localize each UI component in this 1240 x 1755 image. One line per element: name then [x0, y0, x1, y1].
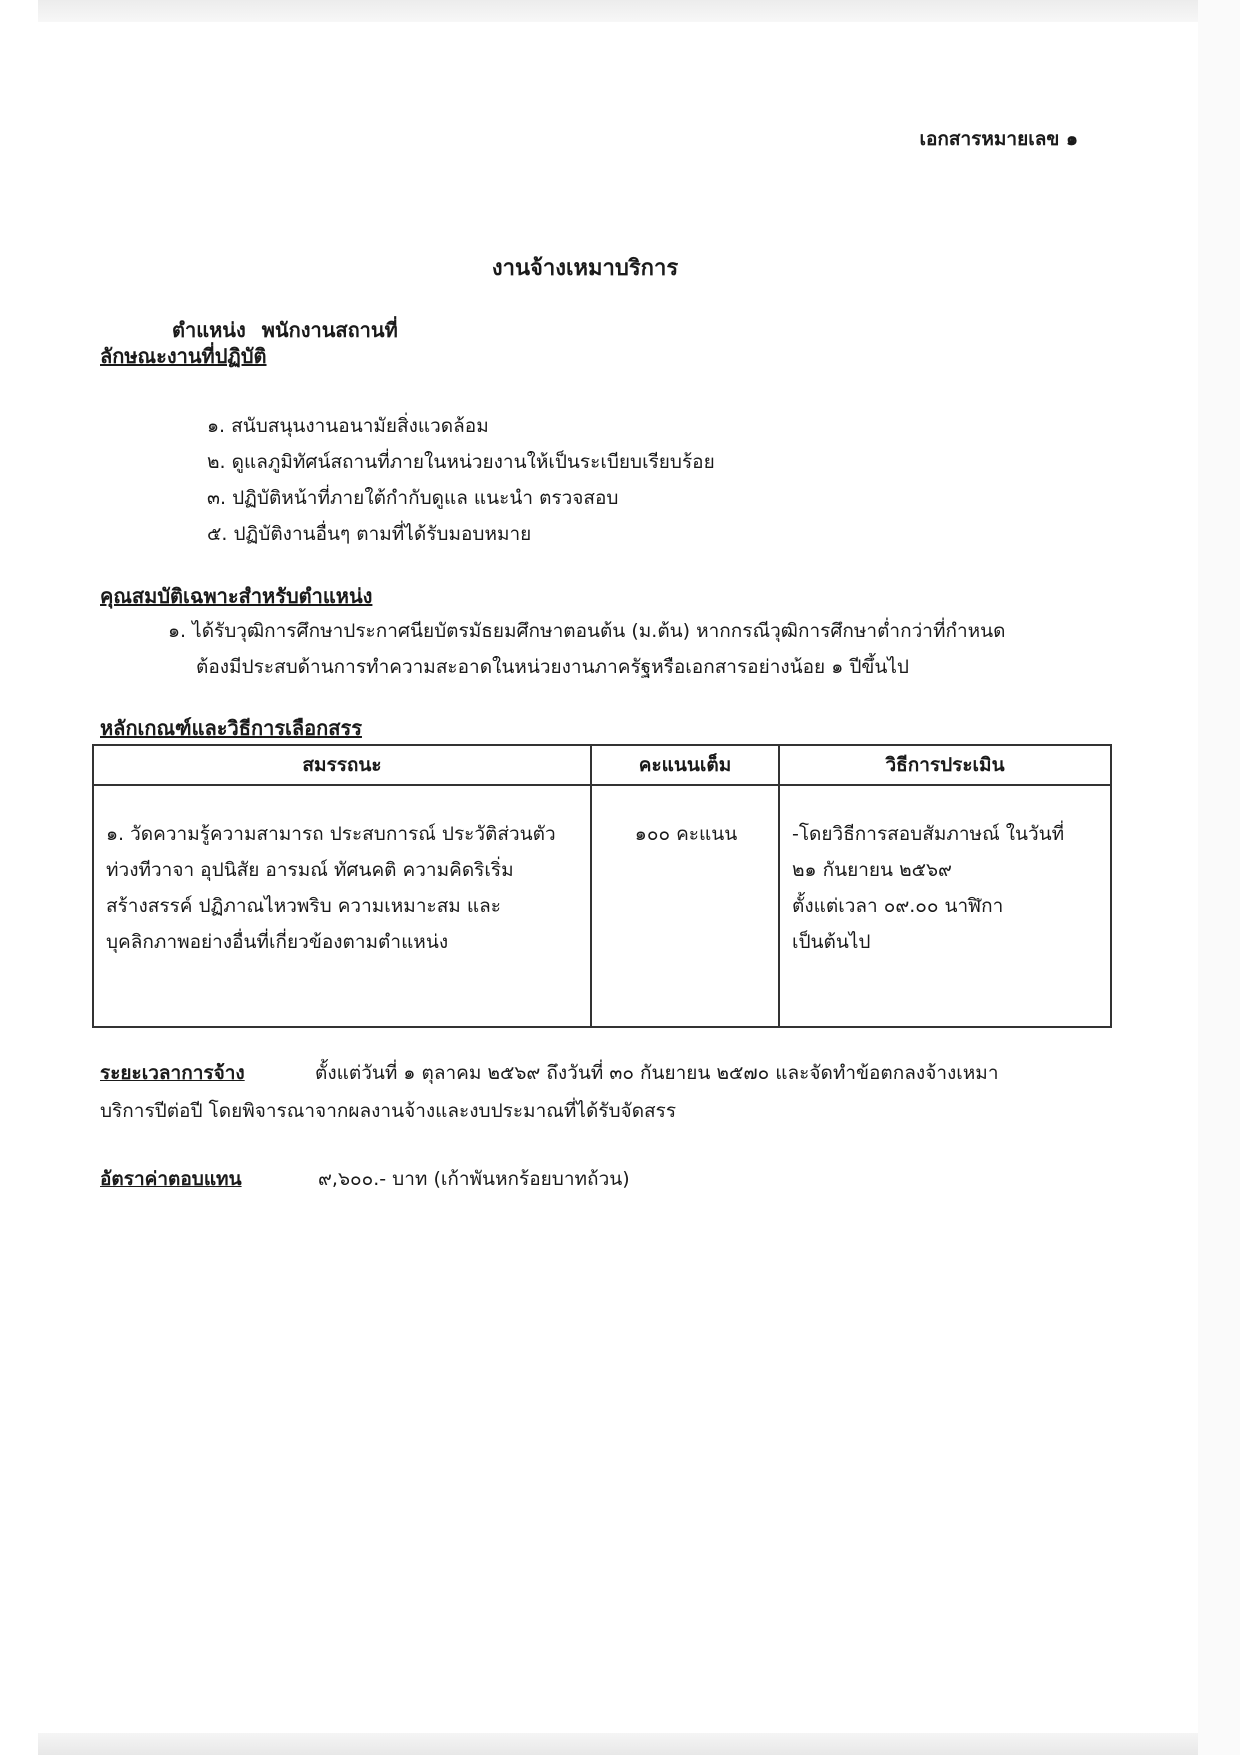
compensation-label: อัตราค่าตอบแทน [100, 1168, 242, 1190]
qualification-line: ๑. ได้รับวุฒิการศึกษาประกาศนียบัตรมัธยมศึกษาตอนต้น (ม.ต้น) หากกรณีวุฒิการศึกษาต่ำกว่าที่กำหนด [168, 620, 1006, 642]
duties-heading: ลักษณะงานที่ปฏิบัติ [100, 344, 267, 368]
selection-heading: หลักเกณฑ์และวิธีการเลือกสรร [100, 716, 362, 740]
duty-item: ๓. ปฏิบัติหน้าที่ภายใต้กำกับดูแล แนะนำ ตรวจสอบ [207, 487, 619, 509]
compensation [100, 1160, 630, 1198]
qualifications-text [168, 613, 1006, 685]
method-line: เป็นต้นไป [792, 931, 871, 953]
duty-item: ๕. ปฏิบัติงานอื่นๆ ตามที่ได้รับมอบหมาย [207, 523, 532, 545]
duty-item: ๑. สนับสนุนงานอนามัยสิ่งแวดล้อม [207, 415, 489, 437]
page-edge-top [38, 0, 1198, 22]
employment-period-text: ตั้งแต่วันที่ ๑ ตุลาคม ๒๕๖๙ ถึงวันที่ ๓๐ กันยายน ๒๕๗๐ และจัดทำข้อตกลงจ้างเหมา [315, 1062, 999, 1084]
duty-item: ๒. ดูแลภูมิทัศน์สถานที่ภายในหน่วยงานให้เป็นระเบียบเรียบร้อย [207, 451, 715, 473]
competency-line: ท่วงทีวาจา อุปนิสัย อารมณ์ ทัศนคติ ความคิดริเริ่ม [106, 859, 514, 881]
method-line: -โดยวิธีการสอบสัมภาษณ์ ในวันที่ [792, 823, 1065, 845]
employment-period [100, 1054, 1110, 1130]
employment-period-line: บริการปีต่อปี โดยพิจารณาจากผลงานจ้างและงบประมาณที่ได้รับจัดสรร [100, 1100, 677, 1122]
method-line: ๒๑ กันยายน ๒๕๖๙ [792, 859, 952, 881]
selection-criteria-table [92, 744, 1112, 1028]
competency-line: บุคลิกภาพอย่างอื่นที่เกี่ยวข้องตามตำแหน่ง [106, 931, 449, 953]
competency-line: ๑. วัดความรู้ความสามารถ ประสบการณ์ ประวัติส่วนตัว [106, 823, 556, 845]
competency-line: สร้างสรรค์ ปฏิภาณไหวพริบ ความเหมาะสม และ [106, 895, 501, 917]
page-edge-right [1198, 0, 1240, 1755]
table-header-row [93, 745, 1111, 785]
score-cell [591, 785, 779, 1027]
qualifications-heading: คุณสมบัติเฉพาะสำหรับตำแหน่ง [100, 584, 373, 608]
page-edge-bottom [38, 1733, 1198, 1755]
column-header-competency: สมรรถนะ [93, 745, 591, 785]
compensation-value: ๙,๖๐๐.- บาท (เก้าพันหกร้อยบาทถ้วน) [318, 1168, 630, 1190]
document-title: งานจ้างเหมาบริการ [491, 256, 679, 281]
table-row [93, 785, 1111, 1027]
column-header-assessment-method: วิธีการประเมิน [779, 745, 1111, 785]
employment-period-line [100, 1054, 1110, 1092]
score-value: ๑๐๐ คะแนน [634, 823, 738, 845]
method-line: ตั้งแต่เวลา ๐๙.๐๐ นาฬิกา [792, 895, 1004, 917]
qualification-line: ต้องมีประสบด้านการทำความสะอาดในหน่วยงานภาครัฐหรือเอกสารอย่างน้อย ๑ ปีขึ้นไป [196, 656, 909, 678]
method-cell [779, 785, 1111, 1027]
position-label: ตำแหน่ง [172, 318, 246, 342]
competency-cell [93, 785, 591, 1027]
column-header-full-score: คะแนนเต็ม [591, 745, 779, 785]
document-number: เอกสารหมายเลข ๑ [919, 128, 1078, 150]
position-value: พนักงานสถานที่ [261, 318, 398, 342]
employment-period-label: ระยะเวลาการจ้าง [100, 1062, 245, 1084]
duties-list [207, 408, 715, 552]
